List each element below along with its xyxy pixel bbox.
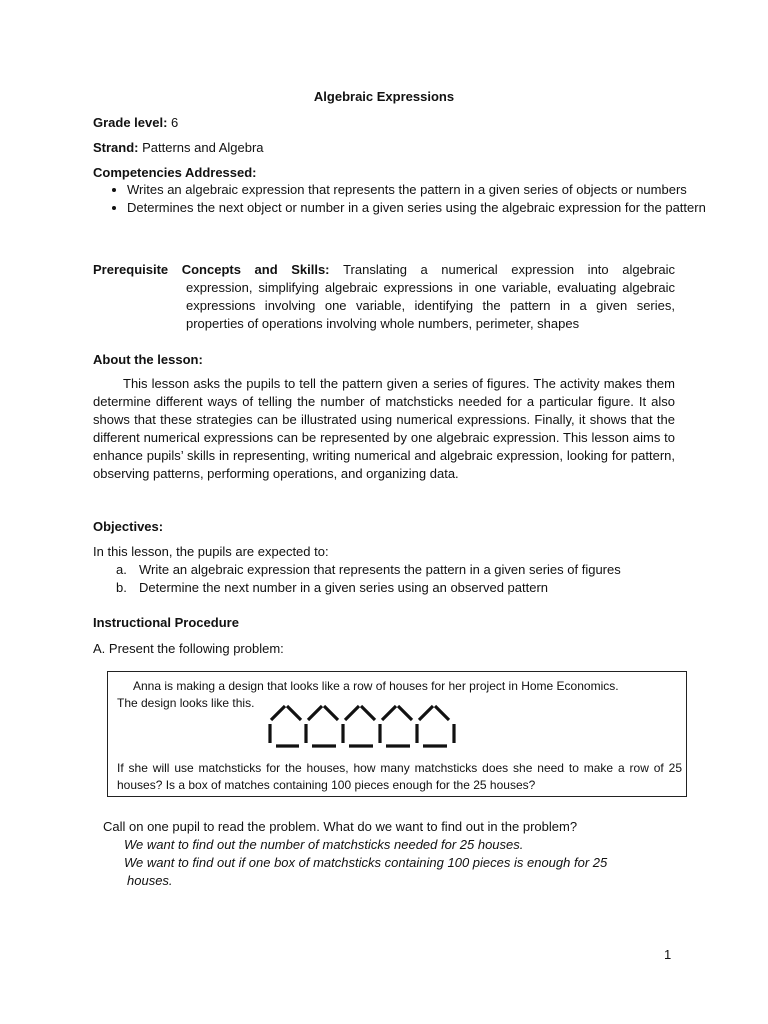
matchstick-roof	[361, 706, 375, 720]
prerequisite-section	[93, 261, 675, 333]
objective-item	[116, 579, 719, 597]
matchstick-roof	[345, 706, 359, 720]
matchstick-roof	[398, 706, 412, 720]
prerequisite-first-text: Translating a numerical expression into algebraic	[343, 262, 675, 277]
about-heading	[93, 351, 203, 369]
discussion	[103, 818, 673, 890]
objectives-label: Objectives:	[93, 519, 164, 534]
discussion-answer-2: We want to find out if one box of matchsticks containing 100 pieces is enough for 25	[124, 855, 608, 870]
objective-marker: a.	[116, 562, 127, 577]
discussion-answer-1: We want to find out the number of matchsticks needed for 25 houses.	[124, 837, 524, 852]
matchstick-houses-figure	[268, 704, 463, 750]
objectives-list	[93, 561, 719, 597]
prerequisite-rest: expression, simplifying algebraic expressions in one variable, evaluating algebraic expressions involving one variable, identifying the pattern in a given series, properties of operations involving whole numbers, perimeter, shapes	[186, 280, 675, 331]
grade-level	[93, 114, 178, 132]
matchstick-roof	[419, 706, 433, 720]
page-number: 1	[664, 947, 672, 962]
about-paragraph: This lesson asks the pupils to tell the pattern given a series of figures. The activity makes them determine different ways of telling the number of matchsticks needed for a particular figure. It also shows that these strategies can be illustrated using numerical expressions. Finally, it shows that the different numerical expressions can be represented by one algebraic expression. This lesson aims to enhance pupils’ skills in representing, writing numerical and algebraic expression, looking for pattern, observing patterns, performing operations, and organizing data.	[93, 376, 675, 481]
strand-label: Strand:	[93, 140, 139, 155]
competencies-heading	[93, 164, 257, 182]
problem-line-2: The design looks like this.	[117, 696, 255, 710]
matchstick-roof	[382, 706, 396, 720]
matchstick-roof	[324, 706, 338, 720]
discussion-call: Call on one pupil to read the problem. What do we want to find out in the problem?	[103, 819, 578, 834]
objectives-intro: In this lesson, the pupils are expected to:	[93, 544, 329, 559]
objectives-heading	[93, 518, 163, 536]
objective-text: Determine the next number in a given series using an observed pattern	[139, 580, 549, 595]
procedure-heading	[93, 614, 239, 632]
page-title: Algebraic Expressions	[313, 89, 455, 104]
matchstick-roof	[308, 706, 322, 720]
grade-level-label: Grade level:	[93, 115, 168, 130]
strand	[93, 139, 264, 157]
about-body	[93, 375, 675, 483]
objective-marker: b.	[116, 580, 127, 595]
competency-item: • Writes an algebraic expression that represents the pattern in a given series of objects or numbers	[127, 181, 707, 199]
problem-line-1: Anna is making a design that looks like a row of houses for her project in Home Economics.	[133, 679, 619, 693]
matchstick-roof	[271, 706, 285, 720]
strand-value: Patterns and Algebra	[138, 140, 264, 155]
competencies-list	[93, 181, 707, 217]
competency-item: • Determines the next object or number in a given series using the algebraic expression for the pattern	[127, 199, 707, 217]
about-label: About the lesson:	[93, 352, 203, 367]
problem-box	[107, 671, 687, 797]
competencies-label: Competencies Addressed:	[93, 165, 257, 180]
procedure-label: Instructional Procedure	[93, 615, 239, 630]
prerequisite-first-line	[93, 261, 675, 279]
grade-level-value: 6	[167, 115, 179, 130]
problem-question: If she will use matchsticks for the houses, how many matchsticks does she need to make a row of 25 houses? Is a box of matches containing 100 pieces enough for the 25 houses?	[117, 761, 682, 792]
objective-text: Write an algebraic expression that represents the pattern in a given series of figures	[139, 562, 621, 577]
matchstick-roof	[435, 706, 449, 720]
matchstick-roof	[287, 706, 301, 720]
discussion-answer-2-cont: houses.	[127, 873, 173, 888]
procedure-step-a: A. Present the following problem:	[93, 641, 284, 656]
prerequisite-label: Prerequisite Concepts and Skills:	[93, 262, 330, 277]
objective-item	[116, 561, 719, 579]
